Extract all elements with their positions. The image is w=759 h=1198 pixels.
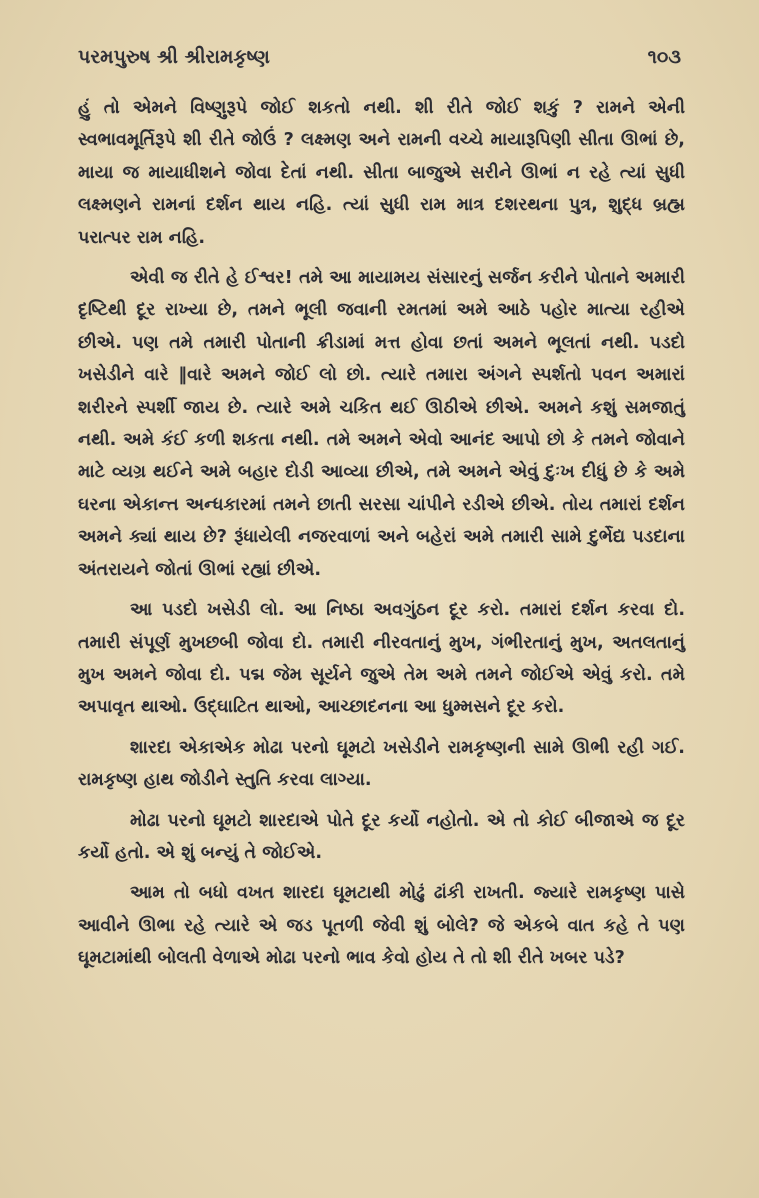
- paragraph-6: આમ તો બધો વખત શારદા ઘૂમટાથી મોઢું ઢાંકી રાખતી. જ્યારે રામકૃષ્ણ પાસે આવીને ઊભા રહે ત્યારે એ જડ પૂતળી જેવી શું બોલે? જે એકબે વાત કહે તે પણ ઘૂમટામાંથી બોલતી વેળાએ મોઢા પરનો ભાવ કેવો હોય તે તો શી રીતે ખબર પડે?: [78, 883, 685, 969]
- paragraph-2: એવી જ રીતે હે ઈશ્વર! તમે આ માયામય સંસારનું સર્જન કરીને પોતાને અમારી દૃષ્ટિથી દૂર રાખ્યા છે, તમને ભૂલી જવાની રમતમાં અમે આઠે પહોર માત્યા રહીએ છીએ. પણ તમે તમારી પોતાની ક્રીડામાં મત્ત હોવા છતાં અમને ભૂલતાં નથી. પડદો ખસેડીને વારે ‖વારે અમને જોઈ લો છો. ત્યારે તમારા અંગને સ્પર્શતો પવન અમારાં શરીરને સ્પર્શી જાય છે. ત્યારે અમે ચકિત થઈ ઊઠીએ છીએ. અમને કશું સમજાતું નથી. અમે કંઈ કળી શકતા નથી. તમે અમને એવો આનંદ આપો છો કે તમને જોવાને માટે વ્યગ્ર થઈને અમે બહાર દોડી આવ્યા છીએ, તમે અમને એવું દુઃખ દીધું છે કે અમે ઘરના એકાન્ત અન્ધકારમાં તમને છાતી સરસા ચાંપીને રડીએ છીએ. તોય તમારાં દર્શન અમને ક્યાં થાય છે? રૂંધાયેલી નજરવાળાં અને બહેરાં અમે તમારી સામે દુર્ભેદ્ય પડદાના અંતરાયને જોતાં ઊભાં રહ્યાં છીએ.: [78, 268, 685, 580]
- paragraph-5: મોઢા પરનો ઘૂમટો શારદાએ પોતે દૂર કર્યો નહોતો. એ તો કોઈ બીજાએ જ દૂર કર્યો હતો. એ શું બન્યું તે જોઈએ.: [78, 810, 685, 863]
- print-smudge: [380, 1180, 410, 1190]
- paragraph-4: શારદા એકાએક મોઢા પરનો ઘૂમટો ખસેડીને રામકૃષ્ણની સામે ઊભી રહી ગઈ. રામકૃષ્ણ હાથ જોડીને સ્તુતિ કરવા લાગ્યા.: [78, 737, 685, 791]
- paragraph-3: આ પડદો ખસેડી લો. આ નિષ્ઠા અવગુંઠન દૂર કરો. તમારાં દર્શન કરવા દો. તમારી સંપૂર્ણ મુખછબી જોવા દો. તમારી નીરવતાનું મુખ, ગંભીરતાનું મુખ, અતલતાનું મુખ અમને જોવા દો. પદ્મ જેમ સૂર્યને જુએ તેમ અમે તમને જોઈએ એવું કરો. તમે અપાવૃત થાઓ. ઉદ્ઘાટિત થાઓ, આચ્છાદનના આ ધુમ્મસને દૂર કરો.: [78, 600, 685, 718]
- page-body: [78, 92, 685, 975]
- paragraph-1: હું તો એમને વિષ્ણુરૂપે જોઈ શકતો નથી. શી રીતે જોઈ શકું ? રામને એની સ્વભાવમૂર્તિરૂપે શી રીતે જોઉં ? લક્ષ્મણ અને રામની વચ્ચે માયારૂપિણી સીતા ઊભાં છે, માયા જ માયાધીશને જોવા દેતાં નથી. સીતા બાજુએ સરીને ઊભાં ન રહે ત્યાં સુધી લક્ષ્મણને રામનાં દર્શન થાય નહિ. ત્યાં સુધી રામ માત્ર દશરથના પુત્ર, શુદ્ધ બ્રહ્મ પરાત્પર રામ નહિ.: [78, 98, 685, 248]
- page-number: ૧૦૩: [647, 46, 681, 68]
- page-header: [78, 40, 681, 74]
- running-head: પરમપુરુષ શ્રી શ્રીરામકૃષ્ણ: [78, 46, 270, 68]
